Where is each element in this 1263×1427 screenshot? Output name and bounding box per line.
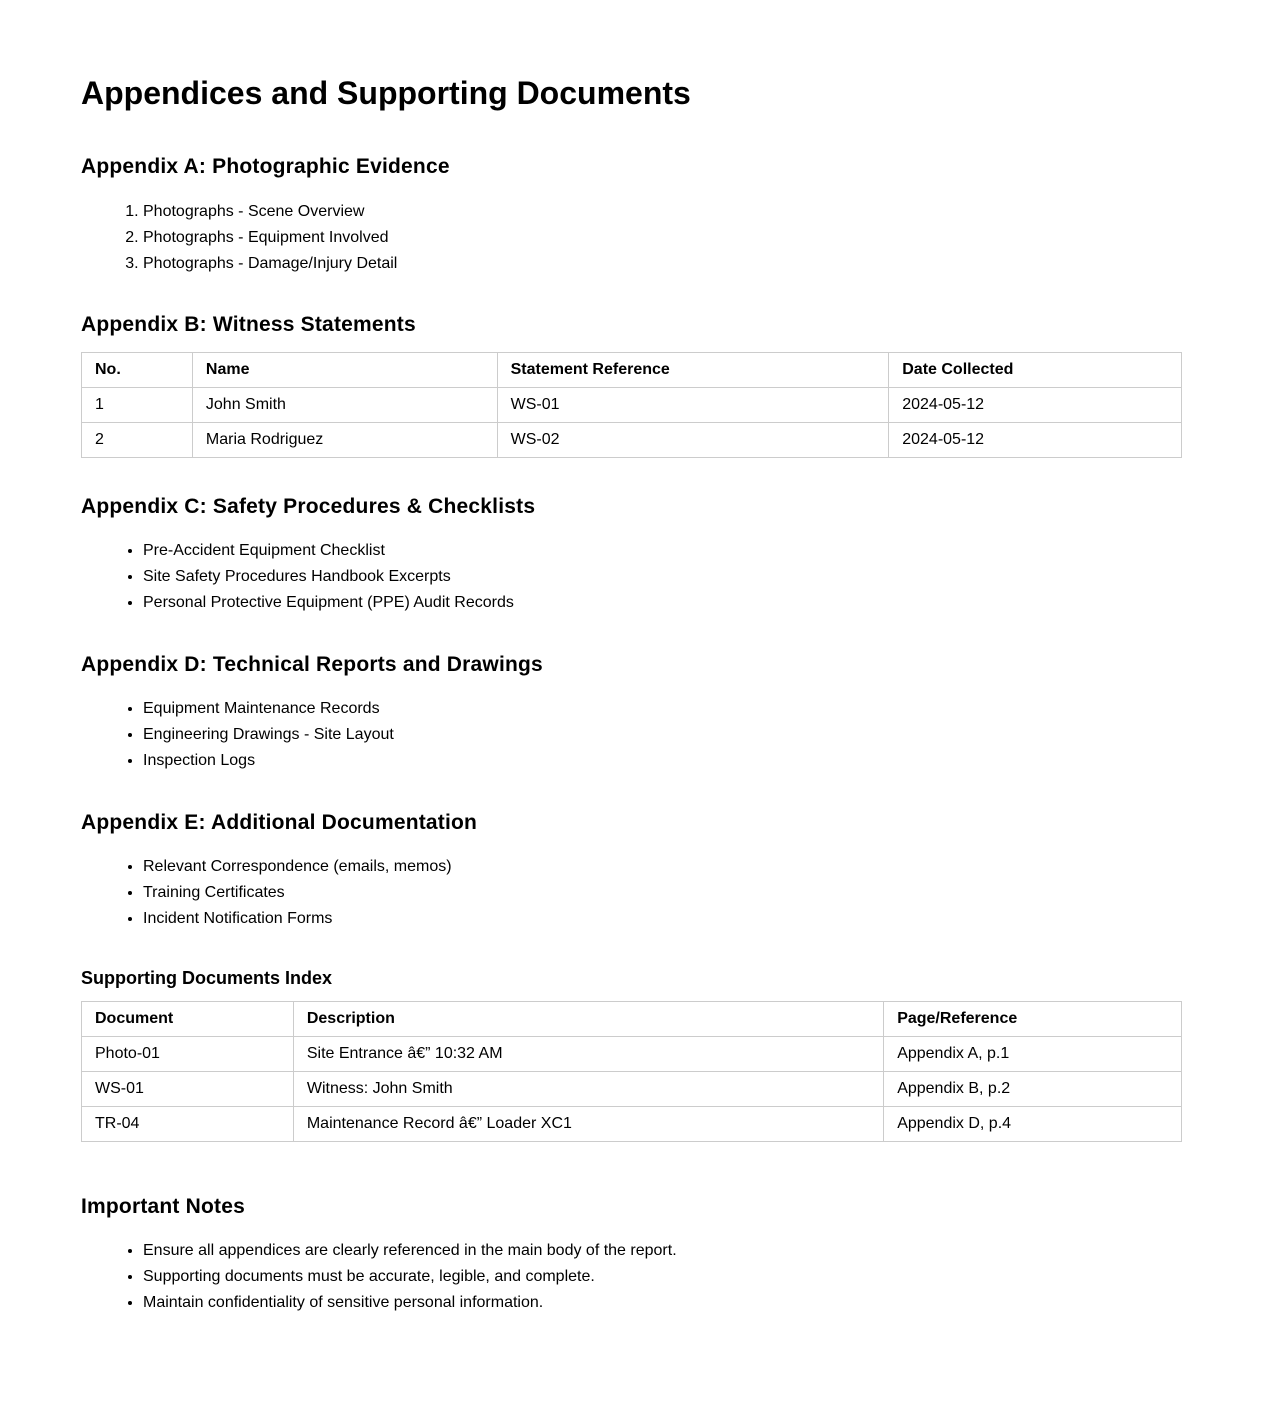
table-cell: Appendix B, p.2 (884, 1072, 1182, 1107)
list-item: • Relevant Correspondence (emails, memos) (143, 854, 452, 880)
important-notes-list (81, 1238, 677, 1316)
table-cell: Witness: John Smith (293, 1072, 883, 1107)
appendix-d-list (81, 696, 394, 774)
table-cell: 2024-05-12 (889, 388, 1182, 423)
page-title: Appendices and Supporting Documents (81, 75, 691, 111)
table-row (82, 388, 1182, 423)
table-cell: Site Entrance â€” 10:32 AM (293, 1037, 883, 1072)
appendix-c-heading: Appendix C: Safety Procedures & Checklists (81, 495, 536, 518)
column-header-statement-reference: Statement Reference (497, 353, 889, 388)
table-cell: WS-01 (82, 1072, 294, 1107)
table-cell: John Smith (192, 388, 497, 423)
table-cell: 1 (82, 388, 193, 423)
list-item: • Supporting documents must be accurate, legible, and complete. (143, 1264, 677, 1290)
list-item: 3. Photographs - Damage/Injury Detail (143, 251, 397, 277)
column-header-page-reference: Page/Reference (884, 1002, 1182, 1037)
supporting-documents-index-table (81, 1001, 1182, 1142)
list-item: 2. Photographs - Equipment Involved (143, 225, 397, 251)
table-row (82, 423, 1182, 458)
list-item: • Pre-Accident Equipment Checklist (143, 538, 514, 564)
table-cell: Maintenance Record â€” Loader XC1 (293, 1107, 883, 1142)
supporting-documents-index-heading: Supporting Documents Index (81, 968, 333, 988)
appendix-e-heading: Appendix E: Additional Documentation (81, 811, 478, 834)
table-header-row (82, 353, 1182, 388)
table-cell: 2 (82, 423, 193, 458)
column-header-date-collected: Date Collected (889, 353, 1182, 388)
table-header-row (82, 1002, 1182, 1037)
document-content (81, 0, 1182, 1311)
list-item: • Maintain confidentiality of sensitive personal information. (143, 1290, 677, 1316)
table-cell: 2024-05-12 (889, 423, 1182, 458)
appendix-e-list (81, 854, 452, 932)
appendix-d-heading: Appendix D: Technical Reports and Drawings (81, 653, 543, 676)
list-item: 1. Photographs - Scene Overview (143, 199, 397, 225)
table-cell: Maria Rodriguez (192, 423, 497, 458)
list-item: • Incident Notification Forms (143, 906, 452, 932)
column-header-name: Name (192, 353, 497, 388)
list-item: • Site Safety Procedures Handbook Excerpts (143, 564, 514, 590)
table-cell: WS-02 (497, 423, 889, 458)
list-item: • Ensure all appendices are clearly referenced in the main body of the report. (143, 1238, 677, 1264)
list-item: • Training Certificates (143, 880, 452, 906)
table-row (82, 1072, 1182, 1107)
list-item: • Personal Protective Equipment (PPE) Audit Records (143, 590, 514, 616)
column-header-description: Description (293, 1002, 883, 1037)
appendix-a-list (81, 199, 397, 277)
witness-statements-table (81, 352, 1182, 458)
appendix-a-heading: Appendix A: Photographic Evidence (81, 155, 450, 178)
appendix-b-heading: Appendix B: Witness Statements (81, 313, 416, 336)
table-cell: Photo-01 (82, 1037, 294, 1072)
appendix-c-list (81, 538, 514, 616)
list-item: • Equipment Maintenance Records (143, 696, 394, 722)
table-cell: WS-01 (497, 388, 889, 423)
list-item: • Inspection Logs (143, 748, 394, 774)
table-row (82, 1107, 1182, 1142)
table-cell: Appendix D, p.4 (884, 1107, 1182, 1142)
list-item: • Engineering Drawings - Site Layout (143, 722, 394, 748)
column-header-no: No. (82, 353, 193, 388)
important-notes-heading: Important Notes (81, 1195, 246, 1218)
table-cell: TR-04 (82, 1107, 294, 1142)
table-row (82, 1037, 1182, 1072)
column-header-document: Document (82, 1002, 294, 1037)
table-cell: Appendix A, p.1 (884, 1037, 1182, 1072)
